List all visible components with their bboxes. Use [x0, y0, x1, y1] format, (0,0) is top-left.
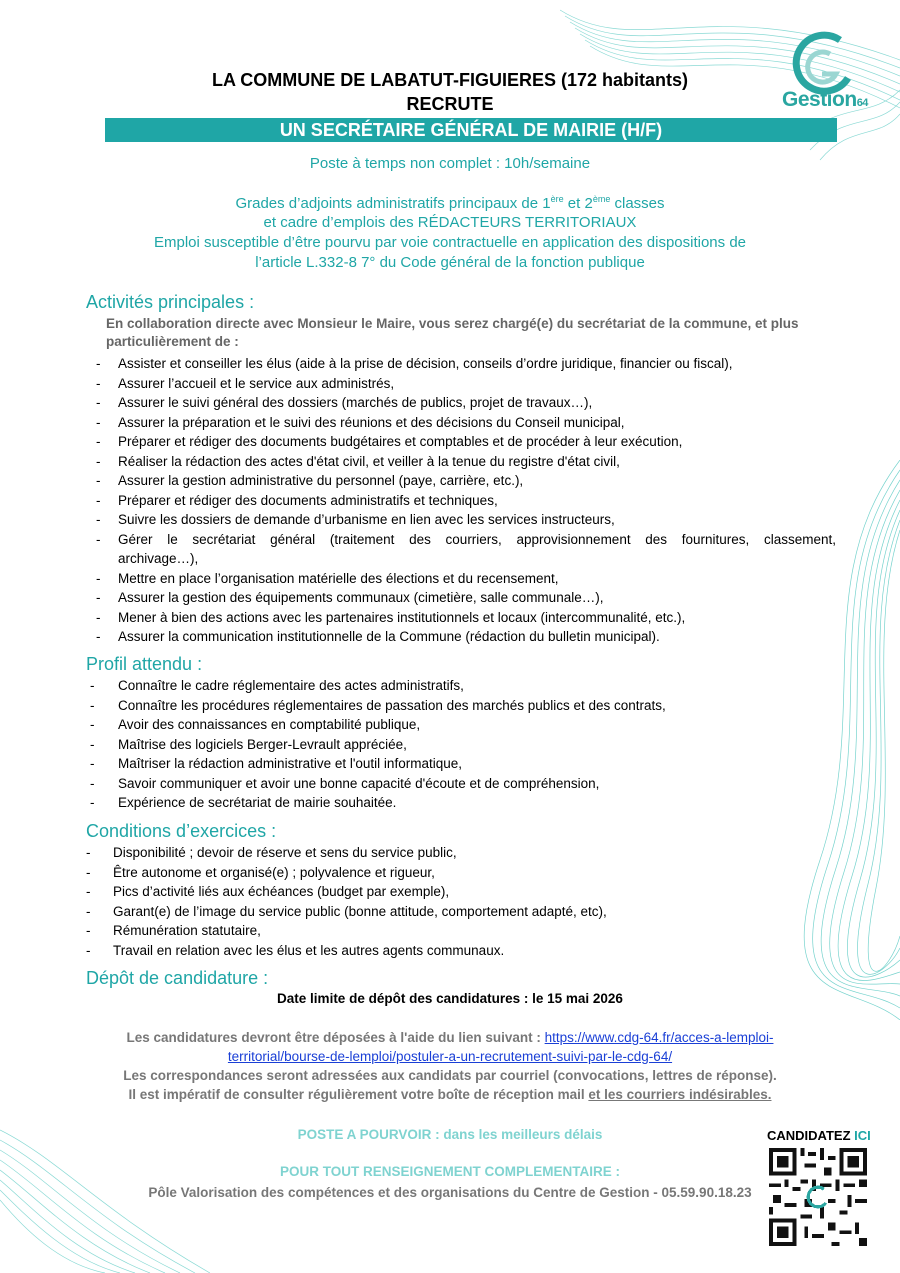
list-item: - Assurer le suivi général des dossiers (marchés de publics, projet de travaux…),: [96, 395, 593, 410]
grades-line-4: l’article L.332-8 7° du Code général de la fonction publique: [255, 254, 645, 271]
list-item: - Pics d’activité liés aux échéances (budget par exemple),: [86, 884, 450, 899]
list-item: - Mener à bien des actions avec les partenaires institutionnels et locaux (intercommunalité, etc.),: [96, 609, 686, 625]
section-title-depot: Dépôt de candidature :: [86, 968, 269, 988]
section-title-activites: Activités principales :: [86, 292, 255, 312]
application-link[interactable]: https://www.cdg-64.fr/acces-a-lemploi-: [544, 1030, 774, 1045]
logo-text: Gestion64: [782, 88, 868, 111]
list-item: - Préparer et rédiger des documents administratifs et techniques,: [96, 492, 498, 508]
list-item: - Gérer le secrétariat général (traitement des courriers, approvisionnement des fournitures, classement, archivage…),: [96, 531, 836, 566]
list-item: - Maîtrise des logiciels Berger-Levrault appréciée,: [90, 736, 407, 752]
list-item: - Rémunération statutaire,: [86, 923, 261, 938]
correspondances: Les correspondances seront adressées aux candidats par courriel (convocations, lettres de réponse).: [123, 1068, 777, 1083]
list-item: - Assurer la gestion administrative du personnel (paye, carrière, etc.),: [96, 473, 524, 488]
renseignement-title: POUR TOUT RENSEIGNEMENT COMPLEMENTAIRE :: [279, 1164, 620, 1179]
list-item: - Mettre en place l’organisation matérielle des élections et du recensement,: [96, 570, 559, 586]
list-item: - Préparer et rédiger des documents budgétaires et comptables et de procéder à leur exécution,: [96, 434, 683, 449]
section-title-conditions: Conditions d’exercices :: [86, 821, 277, 841]
list-item: - Assurer la préparation et le suivi des réunions et des décisions du Conseil municipal,: [96, 414, 625, 430]
list-item: - Travail en relation avec les élus et les autres agents communaux.: [86, 942, 505, 958]
poste-line: Poste à temps non complet : 10h/semaine: [309, 155, 591, 172]
list-item: - Savoir communiquer et avoir une bonne capacité d'écoute et de compréhension,: [90, 775, 600, 791]
list-item: - Assurer la gestion des équipements communaux (cimetière, salle communale…),: [96, 590, 604, 605]
poste-a-pourvoir: POSTE A POURVOIR : dans les meilleurs délais: [297, 1127, 603, 1142]
list-item: - Assister et conseiller les élus (aide à la prise de décision, conseils d’ordre juridique, financier ou fiscal),: [96, 356, 733, 371]
pole-contact: Pôle Valorisation des compétences et des organisations du Centre de Gestion - 05.59.90.18.23: [148, 1185, 752, 1200]
conditions-list: [86, 843, 806, 960]
grades-line-3: Emploi susceptible d’être pourvu par voie contractuelle en application des dispositions de: [153, 234, 747, 251]
application-link-cont[interactable]: territorial/bourse-de-lemploi/postuler-a-un-recrutement-suivi-par-le-cdg-64/: [227, 1049, 673, 1064]
list-item: - Assurer la communication institutionnelle de la Commune (rédaction du bulletin municipal).: [96, 629, 660, 644]
deadline: Date limite de dépôt des candidatures : le 15 mai 2026: [277, 991, 623, 1006]
imperatif: Il est impératif de consulter régulièrement votre boîte de réception mail et les courriers indésirables.: [128, 1087, 772, 1102]
list-item: - Garant(e) de l’image du service public (bonne attitude, comportement adapté, etc),: [86, 903, 607, 919]
grades-line-1: Grades d’adjoints administratifs principaux de 1ère et 2ème classes: [235, 194, 665, 212]
job-title-banner: UN SECRÉTAIRE GÉNÉRAL DE MAIRIE (H/F): [105, 118, 837, 142]
header-recrute: RECRUTE: [406, 94, 494, 114]
profil-list: [90, 676, 810, 813]
list-item: - Connaître les procédures réglementaires de passation des marchés publics et des contrats,: [90, 697, 666, 713]
list-item: - Disponibilité ; devoir de réserve et sens du service public,: [86, 845, 457, 860]
activites-list: [96, 354, 836, 647]
list-item: - Assurer l’accueil et le service aux administrés,: [96, 375, 395, 391]
link-line-1: Les candidatures devront être déposées à l'aide du lien suivant : https://www.cdg-64.fr/acces-a-lemploi-: [126, 1030, 774, 1045]
section-title-profil: Profil attendu :: [86, 654, 203, 674]
list-item: - Maîtriser la rédaction administrative et l'outil informatique,: [90, 756, 462, 771]
activites-intro: En collaboration directe avec Monsieur le Maire, vous serez chargé(e) du secrétariat de la commune, et plus particulièrement de :: [106, 316, 799, 349]
list-item: - Réaliser la rédaction des actes d'état civil, et veiller à la tenue du registre d'état civil,: [96, 453, 620, 469]
qr-code-icon[interactable]: [769, 1148, 867, 1246]
list-item: - Connaître le cadre réglementaire des actes administratifs,: [90, 678, 464, 693]
grades-line-2: et cadre d’emplois des RÉDACTEURS TERRITORIAUX: [263, 214, 637, 231]
link-line-2: [0, 1049, 900, 1064]
header-commune: LA COMMUNE DE LABATUT-FIGUIERES (172 habitants): [211, 70, 688, 90]
list-item: - Suivre les dossiers de demande d’urbanisme en lien avec les services instructeurs,: [96, 512, 615, 527]
candidatez-label: CANDIDATEZ ICI: [767, 1128, 871, 1143]
list-item: - Avoir des connaissances en comptabilité publique,: [90, 717, 421, 732]
list-item: - Expérience de secrétariat de mairie souhaitée.: [90, 795, 397, 810]
list-item: - Être autonome et organisé(e) ; polyvalence et rigueur,: [86, 864, 435, 880]
